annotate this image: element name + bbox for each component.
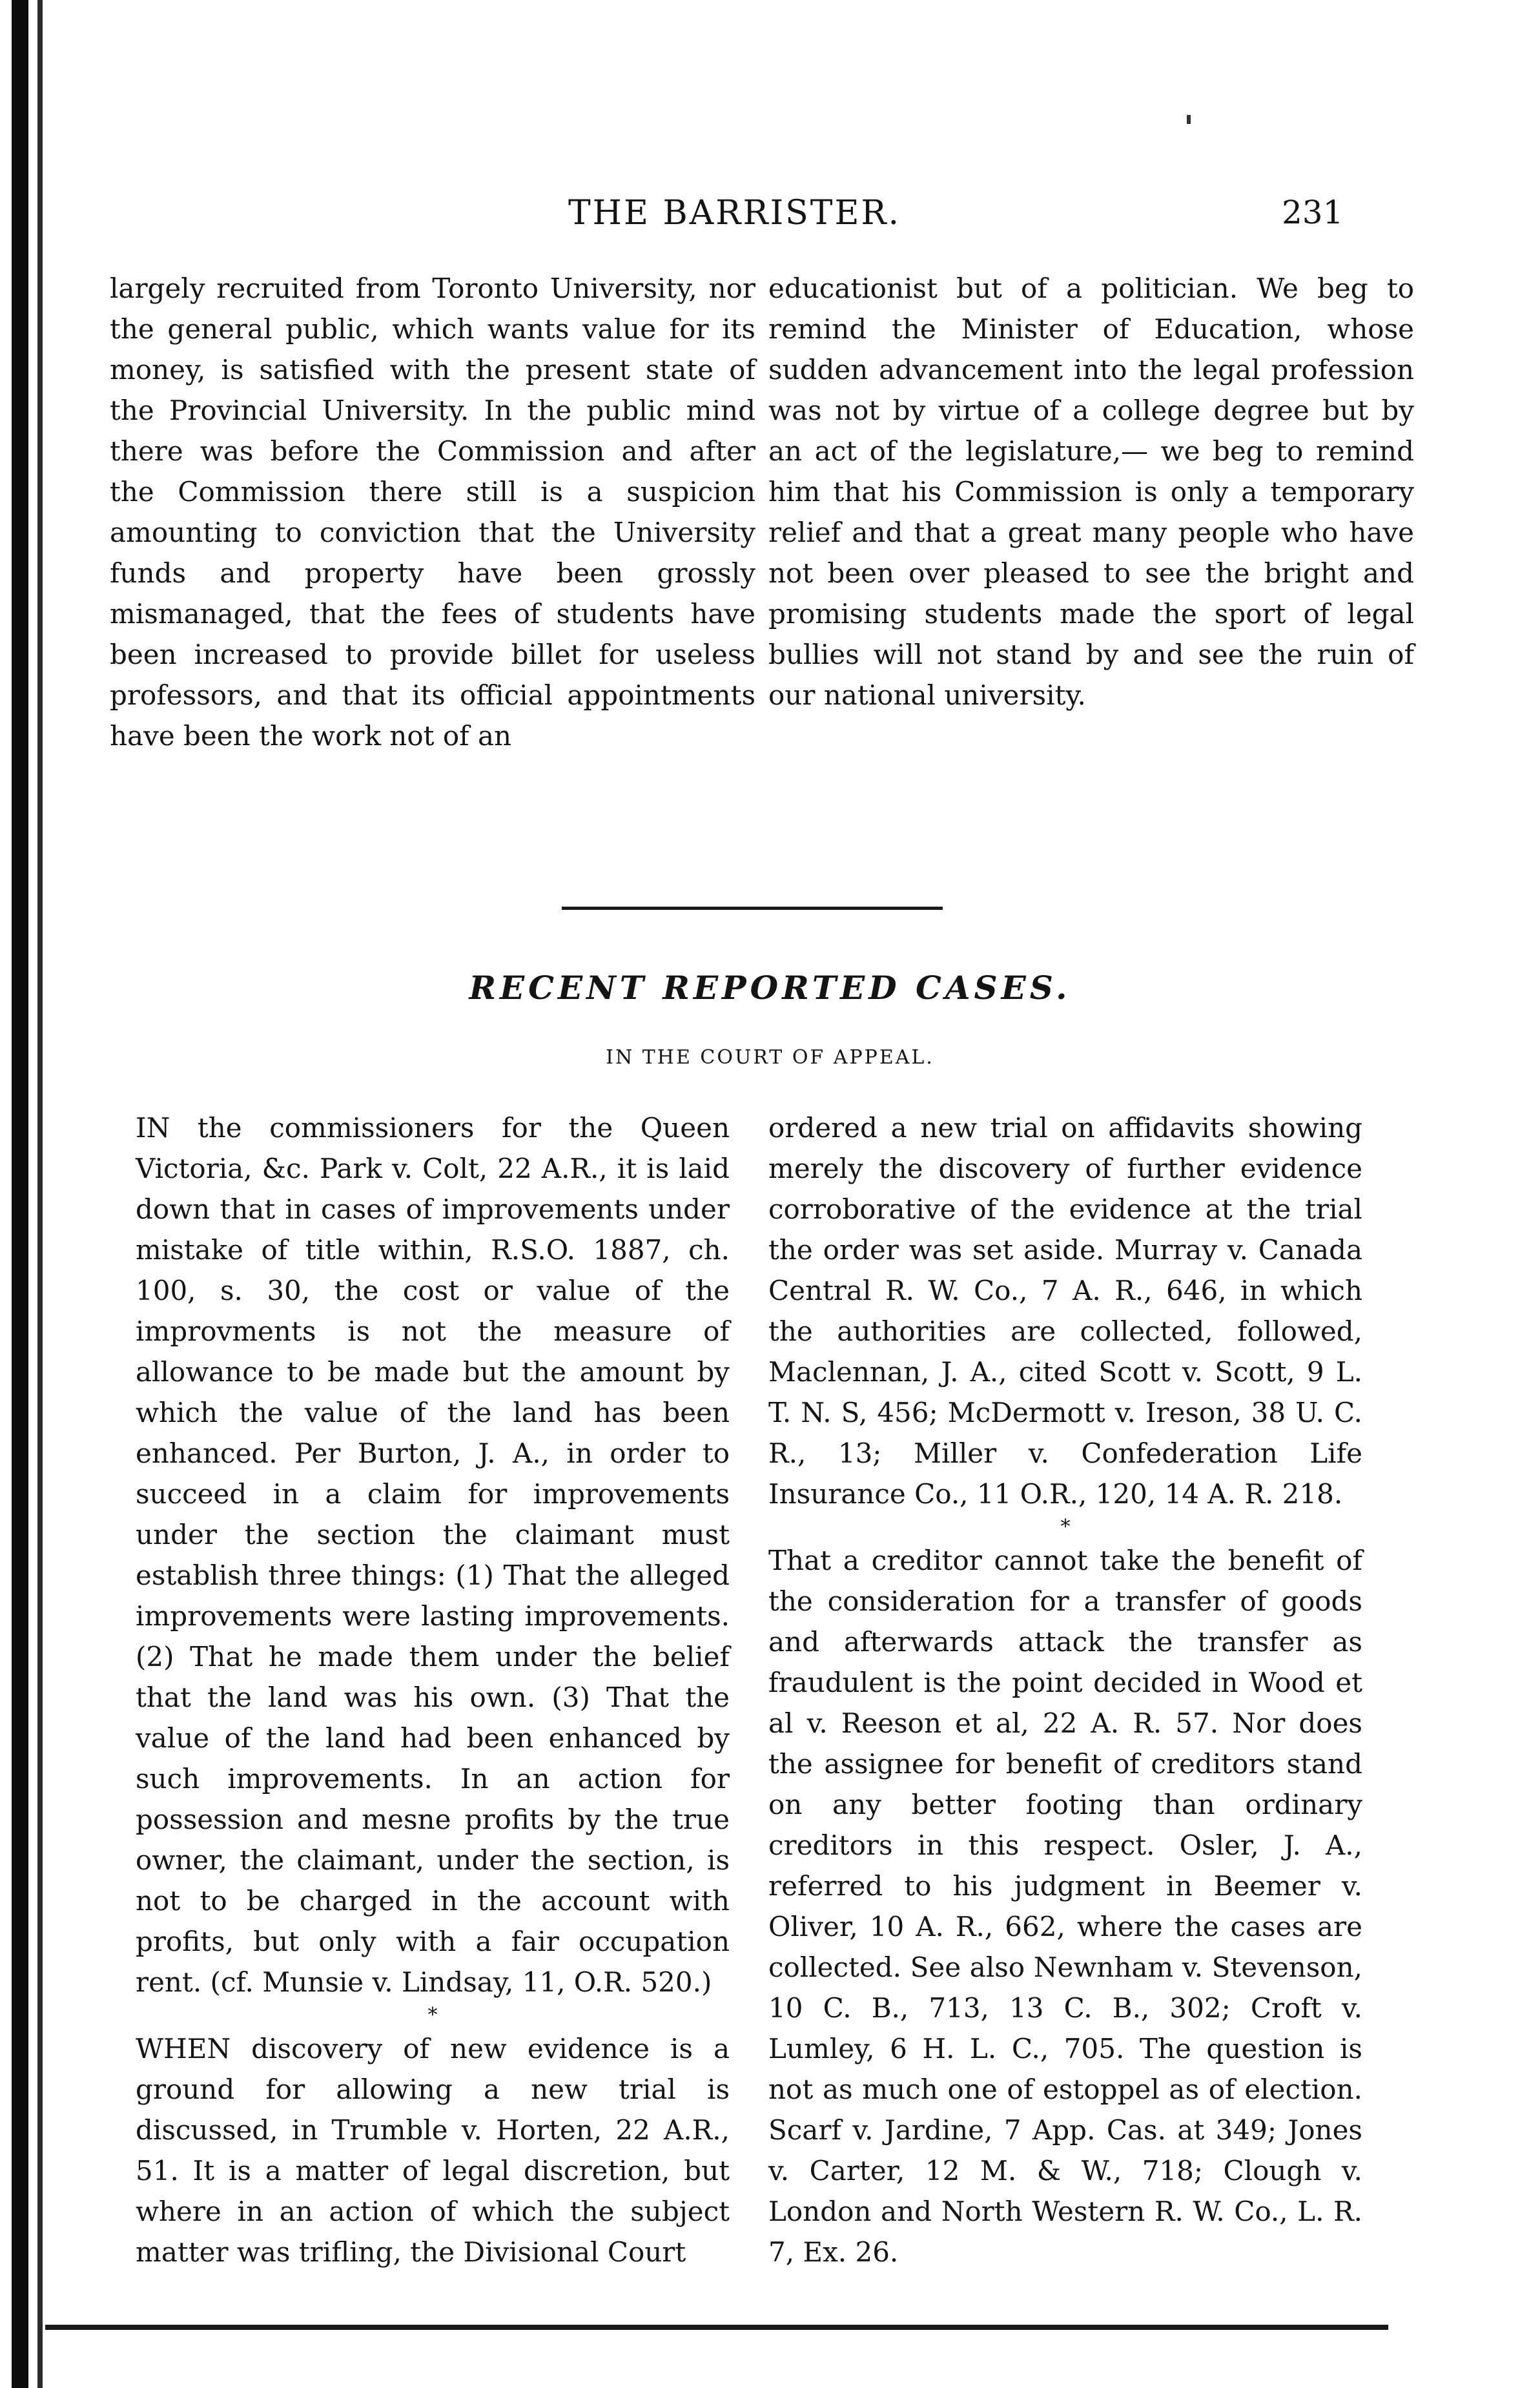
section-divider — [562, 907, 943, 910]
scan-edge-line — [37, 0, 43, 2388]
top-right-column — [768, 268, 1414, 715]
top-left-column — [110, 268, 755, 756]
running-header — [0, 194, 1540, 245]
cases-right-column — [768, 1107, 1362, 2272]
paragraph-separator-star: * — [1060, 1516, 1071, 1538]
case-paragraph-trumble-v-horten: WHEN discovery of new evidence is a ground for allowing a new trial is discussed, in Trumble v. Horten, 22 A.R., 51. It is a matter of legal discretion, but where in an action of which the subject matter was trifling, the Divisional Court — [136, 2033, 730, 2268]
case-paragraph-park-v-colt: IN the commissioners for the Queen Victoria, &c. Park v. Colt, 22 A.R., it is laid down that in cases of improvements under mistake of title within, R.S.O. 1887, ch. 100, s. 30, the cost or value of the improvments is not the measure of allowance to be made but the amount by which the value of the land has been enhanced. Per Burton, J. A., in order to succeed in a claim for improvements under the section the claimant must establish three things: (1) That the alleged improvements were lasting improvements. (2) That he made them under the belief that the land was his own. (3) That the value of the land had been enhanced by such improvements. In an action for possession and mesne profits by the true owner, the claimant, under the section, is not to be charged in the account with profits, but only with a fair occupation rent. (cf. Munsie v. Lindsay, 11, O.R. 520.) — [136, 1112, 730, 1998]
scan-speck — [1187, 115, 1191, 124]
page-number: 231 — [1282, 194, 1344, 231]
scan-bottom-edge — [45, 2325, 1388, 2330]
scan-edge-bar — [12, 0, 28, 2388]
cases-left-column — [136, 1107, 730, 2272]
court-heading: IN THE COURT OF APPEAL. — [606, 1046, 934, 1069]
journal-title: THE BARRISTER. — [568, 194, 901, 232]
section-title: RECENT REPORTED CASES. — [469, 969, 1071, 1007]
case-paragraph-wood-v-reeson: That a creditor cannot take the benefit of the consideration for a transfer of goods and afterwards attack the transfer as fraudulent is the point decided in Wood et al v. Reeson et al, 22 A. R. 57. Nor does the assignee for benefit of creditors stand on any better footing than ordinary creditors in this respect. Osler, J. A., referred to his judgment in Beemer v. Oliver, 10 A. R., 662, where the cases are collected. See also Newnham v. Stevenson, 10 C. B., 713, 13 C. B., 302; Croft v. Lumley, 6 H. L. C., 705. The question is not as much one of estoppel as of election. Scarf v. Jardine, 7 App. Cas. at 349; Jones v. Carter, 12 M. & W., 718; Clough v. London and North Western R. W. Co., L. R. 7, Ex. 26. — [768, 1545, 1362, 2268]
case-paragraph-continued: ordered a new trial on affidavits showing merely the discovery of further evidence corroborative of the evidence at the trial the order was set aside. Murray v. Canada Central R. W. Co., 7 A. R., 646, in which the authorities are collected, followed, Maclennan, J. A., cited Scott v. Scott, 9 L. T. N. S, 456; McDermott v. Ireson, 38 U. C. R., 13; Miller v. Confederation Life Insurance Co., 11 O.R., 120, 14 A. R. 218. — [768, 1112, 1362, 1510]
paragraph-separator-star: * — [427, 2004, 438, 2026]
top-right-paragraph: educationist but of a politician. We beg to remind the Minister of Education, whose sudden advancement into the legal profession was not by virtue of a college degree but by an act of the legislature,— we beg to remind him that his Commission is only a temporary relief and that a great many people who have not been over pleased to see the bright and promising students made the sport of legal bullies will not stand by and see the ruin of our national university. — [768, 273, 1414, 711]
top-left-paragraph: largely recruited from Toronto University, nor the general public, which wants value for its money, is satisfied with the present state of the Provincial University. In the public mind there was before the Commission and after the Commission there still is a suspicion amounting to conviction that the University funds and property have been grossly mismanaged, that the fees of students have been increased to provide billet for useless professors, and that its official appointments have been the work not of an — [110, 273, 755, 752]
